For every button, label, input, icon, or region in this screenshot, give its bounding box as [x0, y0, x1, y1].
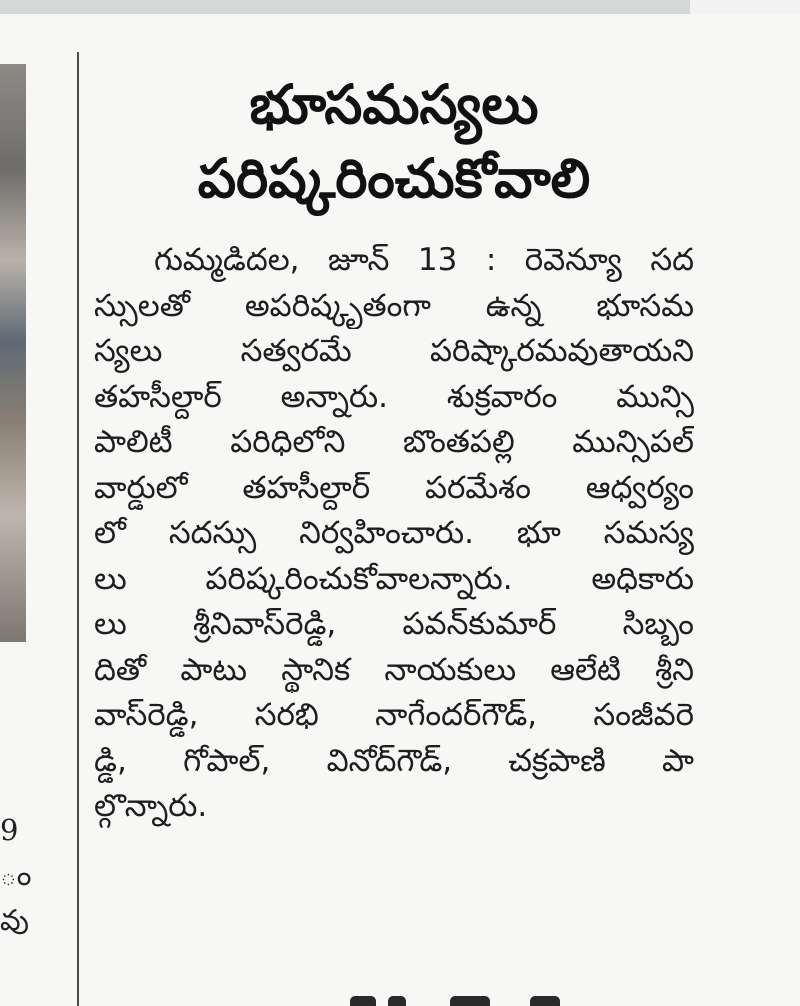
body-line: లో సదస్సు నిర్వహించారు. భూ సమస్య [94, 515, 694, 551]
adjacent-column-fragment: వు [0, 903, 29, 937]
top-border-strip [0, 0, 690, 14]
body-line: తహసీల్దార్ అన్నారు. శుక్రవారం మున్సి [94, 378, 694, 415]
adjacent-column-text [0, 808, 40, 943]
headline-line-1: భూసమస్యలు [249, 73, 539, 136]
adjacent-column-fragment: ం [0, 858, 32, 892]
body-line: వార్డులో తహసీల్దార్ పరమేశం ఆధ్వర్యం [94, 469, 694, 506]
article-headline [94, 68, 694, 216]
headline-line-2: పరిష్కరించుకోవాలి [197, 147, 591, 210]
body-line: గుమ్మడిదల, జూన్ 13 : రెవెన్యూ సద [154, 242, 694, 278]
top-border-strip-right [690, 0, 800, 14]
column-divider [77, 52, 79, 1006]
body-line: వాస్‌రెడ్డి, సరభి నాగేందర్‌గౌడ్, సంజీవరె [94, 697, 694, 733]
body-line: దితో పాటు స్థానిక నాయకులు ఆలేటి శ్రీని [94, 651, 694, 688]
body-line: పాలిటీ పరిధిలోని బొంతపల్లి మున్సిపల్ [94, 424, 694, 460]
next-article-cutoff [330, 996, 590, 1006]
body-line: స్సులతో అపరిష్కృతంగా ఉన్న భూసమ [94, 287, 694, 324]
body-line: ల్గొన్నారు. [94, 788, 208, 824]
body-line: స్యలు సత్వరమే పరిష్కారమవుతాయని [94, 333, 694, 369]
body-line: లు శ్రీనివాస్‌రెడ్డి, పవన్‌కుమార్ సిబ్బం [94, 606, 694, 642]
adjacent-column-fragment: 9 [0, 813, 19, 847]
article-body [94, 238, 694, 830]
body-line: లు పరిష్కరించుకోవాలన్నారు. అధికారు [94, 560, 694, 597]
adjacent-photo-edge [0, 64, 26, 642]
news-article [94, 68, 694, 830]
body-line: డ్డి, గోపాల్, వినోద్‌గౌడ్, చక్రపాణి పా [94, 742, 694, 779]
